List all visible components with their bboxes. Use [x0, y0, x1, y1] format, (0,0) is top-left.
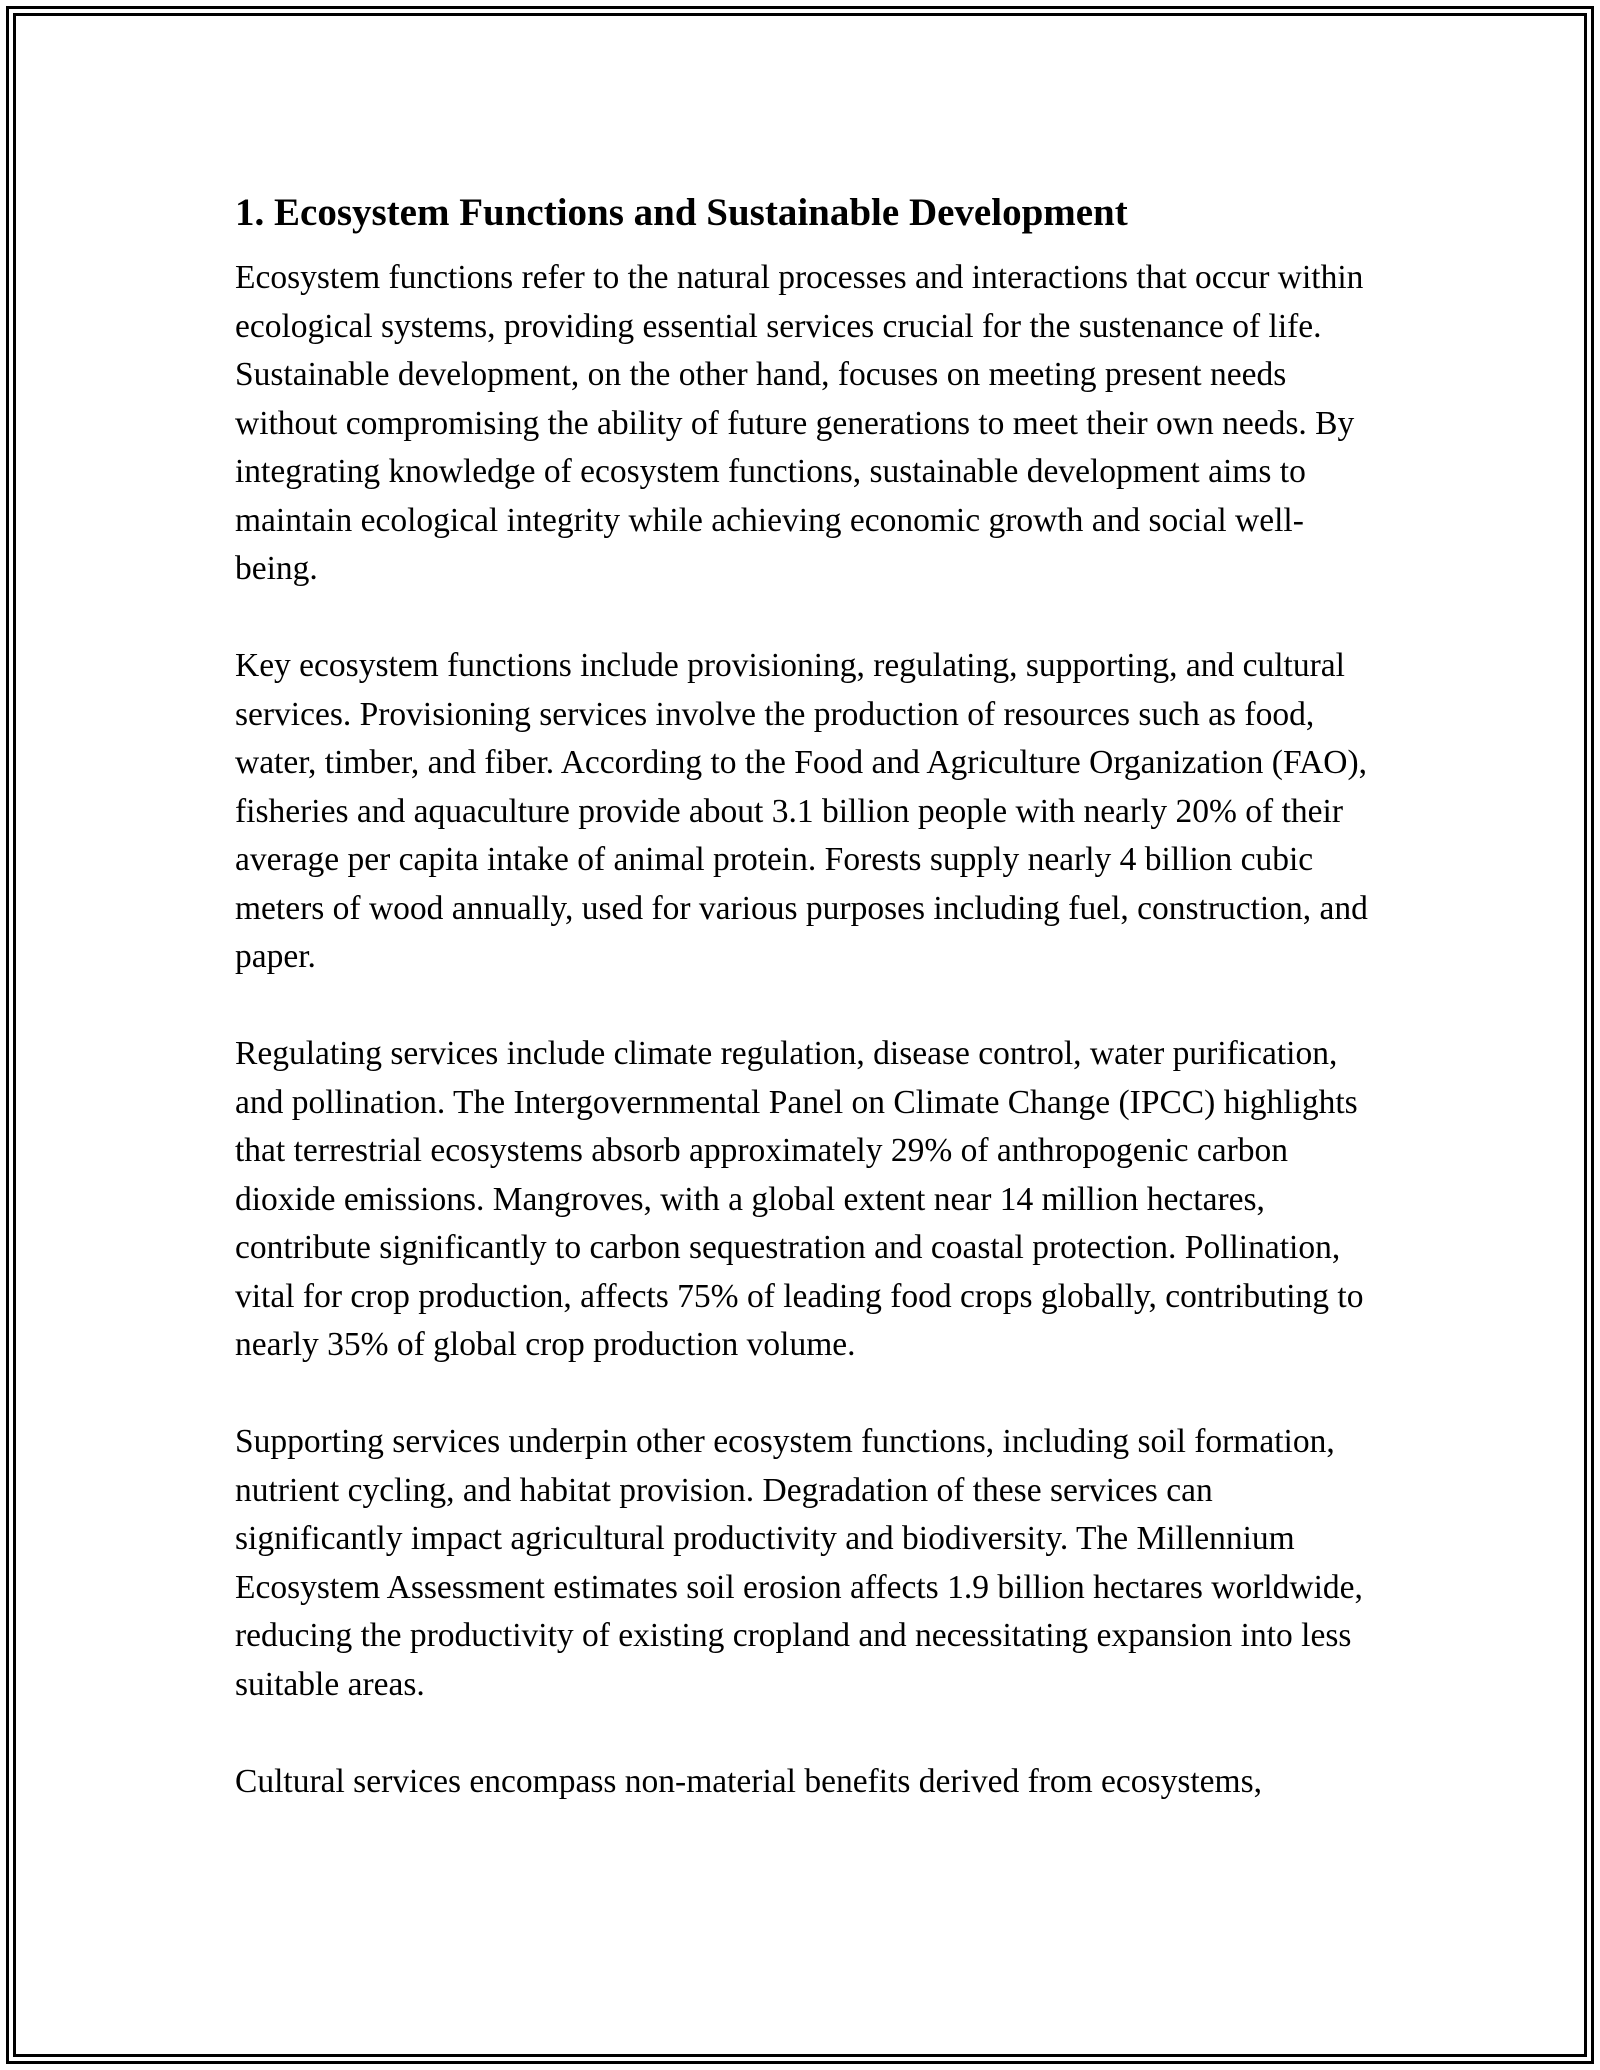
paragraph-supporting-services: Supporting services underpin other ecosystem functions, including soil formation, nutrient cycling, and habitat provision. Degradation of these services can significantly impact agricultural productivity and biodiversity. The Millennium Ecosystem Assessment estimates soil erosion affects 1.9 billion hectares worldwide, reducing the productivity of existing cropland and necessitating expansion into less suitable areas. — [235, 1423, 1363, 1703]
paragraph-key-functions: Key ecosystem functions include provisioning, regulating, supporting, and cultural services. Provisioning services involve the production of resources such as food, water, timber, and fiber. According to the Food and Agriculture Organization (FAO), fisheries and aquaculture provide about 3.1 billion people with nearly 20% of their average per capita intake of animal protein. Forests supply nearly 4 billion cubic meters of wood annually, used for various purposes including fuel, construction, and paper. — [235, 647, 1368, 975]
paragraph-cultural-services: Cultural services encompass non-material benefits derived from ecosystems, — [235, 1762, 1263, 1800]
paragraph-regulating-services: Regulating services include climate regulation, disease control, water purification, and pollination. The Intergovernmental Panel on Climate Change (IPCC) highlights that terrestrial ecosystems absorb approximately 29% of anthropogenic carbon dioxide emissions. Mangroves, with a global extent near 14 million hectares, contribute significantly to carbon sequestration and coastal protection. Pollination, vital for crop production, affects 75% of leading food crops globally, contributing to nearly 35% of global crop production volume. — [235, 1035, 1364, 1363]
section-title: 1. Ecosystem Functions and Sustainable Development — [235, 191, 1128, 234]
document-body — [235, 184, 1370, 1806]
paragraph-intro: Ecosystem functions refer to the natural processes and interactions that occur within ecological systems, providing essential services crucial for the sustenance of life. Sustainable development, on the other hand, focuses on meeting present needs without compromising the ability of future generations to meet their own needs. By integrating knowledge of ecosystem functions, sustainable development aims to maintain ecological integrity while achieving economic growth and social well-being. — [235, 259, 1364, 587]
